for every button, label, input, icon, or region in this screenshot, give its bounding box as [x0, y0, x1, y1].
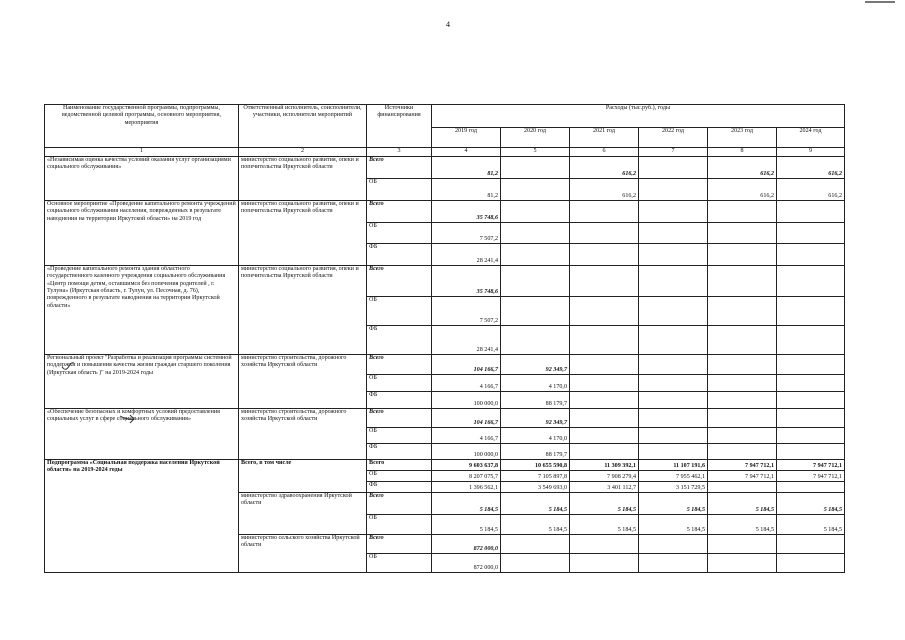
- budget-table: [44, 104, 845, 573]
- subprogram-executor: Всего, в том числе: [239, 460, 367, 493]
- amount-cell: 7 908 279,4: [570, 471, 639, 482]
- amount-cell: 5 184,5: [777, 515, 845, 535]
- amount-cell: [708, 428, 777, 444]
- column-number: 6: [570, 148, 639, 157]
- amount-cell: [708, 554, 777, 573]
- amount-cell: 872 000,0: [432, 535, 501, 554]
- amount-cell: [639, 355, 708, 375]
- amount-cell: 8 207 075,7: [432, 471, 501, 482]
- amount-cell: 616,2: [777, 179, 845, 201]
- amount-cell: [777, 482, 845, 493]
- amount-cell: 7 105 897,8: [501, 471, 570, 482]
- funding-source: Всего: [367, 535, 432, 554]
- amount-cell: 616,2: [708, 179, 777, 201]
- amount-cell: 4 166,7: [432, 428, 501, 444]
- funding-source: Всего: [367, 493, 432, 515]
- amount-cell: 5 184,5: [639, 515, 708, 535]
- amount-cell: 616,2: [708, 157, 777, 179]
- amount-cell: 616,2: [570, 179, 639, 201]
- amount-cell: [777, 554, 845, 573]
- page-corner-mark: [865, 1, 895, 3]
- amount-cell: 35 748,6: [432, 201, 501, 223]
- column-number: 1: [45, 148, 239, 157]
- amount-cell: [639, 266, 708, 297]
- amount-cell: [501, 244, 570, 266]
- amount-cell: 5 184,5: [501, 515, 570, 535]
- amount-cell: 7 507,2: [432, 223, 501, 244]
- amount-cell: 100 000,0: [432, 444, 501, 460]
- column-number: 4: [432, 148, 501, 157]
- amount-cell: [639, 157, 708, 179]
- amount-cell: [501, 266, 570, 297]
- amount-cell: [639, 428, 708, 444]
- amount-cell: [708, 244, 777, 266]
- funding-source: ОБ: [367, 515, 432, 535]
- amount-cell: 100 000,0: [432, 392, 501, 409]
- amount-cell: 7 955 462,1: [639, 471, 708, 482]
- funding-source: ФБ: [367, 326, 432, 355]
- amount-cell: [570, 554, 639, 573]
- amount-cell: 4 170,0: [501, 375, 570, 392]
- amount-cell: 92 349,7: [501, 355, 570, 375]
- amount-cell: [708, 392, 777, 409]
- header-year: 2020 год: [501, 128, 570, 148]
- funding-source: ОБ: [367, 179, 432, 201]
- measure-executor: министерство строительства, дорожного хозяйства Иркутской области: [239, 409, 367, 460]
- header-name-col: Наименование государственной программы, подпрограммы, ведомственной целевой программы, основного мероприятия, мероприятия: [45, 105, 239, 148]
- amount-cell: [570, 409, 639, 428]
- amount-cell: 4 166,7: [432, 375, 501, 392]
- measure-executor: министерство строительства, дорожного хозяйства Иркутской области: [239, 355, 367, 409]
- amount-cell: [777, 266, 845, 297]
- amount-cell: 28 241,4: [432, 326, 501, 355]
- amount-cell: 9 603 637,8: [432, 460, 501, 471]
- amount-cell: 7 947 712,1: [708, 471, 777, 482]
- amount-cell: 4 170,0: [501, 428, 570, 444]
- amount-cell: [639, 244, 708, 266]
- amount-cell: [639, 554, 708, 573]
- amount-cell: 88 179,7: [501, 392, 570, 409]
- header-expenses: Расходы (тыс.руб.), годы: [432, 105, 845, 128]
- handwritten-arrow-mark: [118, 412, 138, 426]
- measure-name: Региональный проект "Разработка и реализация программы системной поддержки и повышения качества жизни граждан старшего поколения (Иркутская область )" на 2019-2024 годы: [45, 355, 239, 409]
- measure-executor: министерство социального развития, опеки и попечительства Иркутской области: [239, 157, 367, 201]
- amount-cell: 7 947 712,1: [777, 460, 845, 471]
- measure-executor: министерство социального развития, опеки и попечительства Иркутской области: [239, 201, 367, 266]
- amount-cell: 10 655 590,8: [501, 460, 570, 471]
- amount-cell: 81,2: [432, 179, 501, 201]
- column-number: 2: [239, 148, 367, 157]
- amount-cell: [501, 223, 570, 244]
- amount-cell: 5 184,5: [432, 493, 501, 515]
- column-number: 3: [367, 148, 432, 157]
- amount-cell: [570, 392, 639, 409]
- amount-cell: [570, 223, 639, 244]
- amount-cell: 3 549 693,0: [501, 482, 570, 493]
- funding-source: Всего: [367, 157, 432, 179]
- amount-cell: [708, 535, 777, 554]
- amount-cell: 5 184,5: [777, 493, 845, 515]
- funding-source: ОБ: [367, 428, 432, 444]
- amount-cell: 28 241,4: [432, 244, 501, 266]
- amount-cell: [777, 355, 845, 375]
- header-year: 2019 год: [432, 128, 501, 148]
- amount-cell: [708, 297, 777, 326]
- funding-source: ОБ: [367, 297, 432, 326]
- funding-source: ОБ: [367, 375, 432, 392]
- amount-cell: 5 184,5: [432, 515, 501, 535]
- amount-cell: [501, 179, 570, 201]
- amount-cell: 5 184,5: [708, 515, 777, 535]
- funding-source: ФБ: [367, 392, 432, 409]
- amount-cell: 3 401 112,7: [570, 482, 639, 493]
- measure-executor: министерство сельского хозяйства Иркутской области: [239, 535, 367, 573]
- amount-cell: [501, 157, 570, 179]
- amount-cell: [777, 392, 845, 409]
- amount-cell: 81,2: [432, 157, 501, 179]
- amount-cell: [639, 179, 708, 201]
- page-number: 4: [446, 20, 450, 29]
- amount-cell: [708, 482, 777, 493]
- amount-cell: [708, 355, 777, 375]
- amount-cell: 35 748,6: [432, 266, 501, 297]
- handwritten-tick-mark: [60, 360, 76, 374]
- amount-cell: [639, 326, 708, 355]
- funding-source: ОБ: [367, 471, 432, 482]
- amount-cell: 872 000,0: [432, 554, 501, 573]
- amount-cell: [777, 244, 845, 266]
- measure-name: Основное мероприятие «Проведение капитального ремонта учреждений социального обслуживания населения, поврежденных в результате наводнения на территории Иркутской области» на 2019 год: [45, 201, 239, 266]
- amount-cell: [708, 375, 777, 392]
- amount-cell: [708, 444, 777, 460]
- funding-source: ФБ: [367, 244, 432, 266]
- amount-cell: [570, 201, 639, 223]
- measure-name: «Обеспечение безопасных и комфортных условий предоставления социальных услуг в сфере социального обслуживания»: [45, 409, 239, 460]
- amount-cell: 616,2: [777, 157, 845, 179]
- funding-source: Всего: [367, 460, 432, 471]
- amount-cell: [639, 392, 708, 409]
- amount-cell: [708, 223, 777, 244]
- amount-cell: [777, 326, 845, 355]
- funding-source: ФБ: [367, 482, 432, 493]
- amount-cell: 88 179,7: [501, 444, 570, 460]
- amount-cell: 5 184,5: [501, 493, 570, 515]
- column-number: 8: [708, 148, 777, 157]
- amount-cell: [777, 201, 845, 223]
- measure-executor: министерство социального развития, опеки и попечительства Иркутской области: [239, 266, 367, 355]
- amount-cell: [639, 535, 708, 554]
- funding-source: ОБ: [367, 223, 432, 244]
- amount-cell: [777, 223, 845, 244]
- amount-cell: [708, 409, 777, 428]
- amount-cell: 7 947 712,1: [708, 460, 777, 471]
- amount-cell: [570, 355, 639, 375]
- amount-cell: [501, 554, 570, 573]
- amount-cell: [570, 444, 639, 460]
- amount-cell: 5 184,5: [708, 493, 777, 515]
- amount-cell: [501, 297, 570, 326]
- funding-source: Всего: [367, 201, 432, 223]
- amount-cell: [708, 201, 777, 223]
- funding-source: Всего: [367, 355, 432, 375]
- amount-cell: [639, 444, 708, 460]
- funding-source: ОБ: [367, 554, 432, 573]
- amount-cell: [777, 444, 845, 460]
- funding-source: ФБ: [367, 444, 432, 460]
- measure-name: «Независимая оценка качества условий оказания услуг организациями социального обслуживания»: [45, 157, 239, 201]
- amount-cell: [570, 244, 639, 266]
- amount-cell: [777, 409, 845, 428]
- measure-executor: министерство здравоохранения Иркутской области: [239, 493, 367, 535]
- subprogram-name: Подпрограмма «Социальная поддержка населения Иркутской области» на 2019-2024 годы: [45, 460, 239, 573]
- amount-cell: [639, 297, 708, 326]
- amount-cell: [639, 223, 708, 244]
- amount-cell: [777, 535, 845, 554]
- funding-source: Всего: [367, 266, 432, 297]
- amount-cell: [639, 375, 708, 392]
- amount-cell: 11 107 191,6: [639, 460, 708, 471]
- column-number: 9: [777, 148, 845, 157]
- amount-cell: [570, 297, 639, 326]
- amount-cell: [777, 375, 845, 392]
- amount-cell: [501, 535, 570, 554]
- amount-cell: 616,2: [570, 157, 639, 179]
- amount-cell: [777, 297, 845, 326]
- amount-cell: [708, 266, 777, 297]
- amount-cell: [570, 428, 639, 444]
- amount-cell: [708, 326, 777, 355]
- amount-cell: 3 151 729,5: [639, 482, 708, 493]
- amount-cell: [501, 201, 570, 223]
- amount-cell: [570, 266, 639, 297]
- amount-cell: 7 507,2: [432, 297, 501, 326]
- amount-cell: 92 349,7: [501, 409, 570, 428]
- amount-cell: 1 396 562,1: [432, 482, 501, 493]
- header-year: 2022 год: [639, 128, 708, 148]
- amount-cell: 7 947 712,1: [777, 471, 845, 482]
- amount-cell: [570, 375, 639, 392]
- amount-cell: [501, 326, 570, 355]
- amount-cell: 104 166,7: [432, 409, 501, 428]
- column-number: 5: [501, 148, 570, 157]
- amount-cell: 11 309 392,1: [570, 460, 639, 471]
- amount-cell: [570, 535, 639, 554]
- amount-cell: [639, 201, 708, 223]
- header-year: 2024 год: [777, 128, 845, 148]
- amount-cell: [639, 409, 708, 428]
- funding-source: Всего: [367, 409, 432, 428]
- header-year: 2021 год: [570, 128, 639, 148]
- amount-cell: 5 184,5: [570, 493, 639, 515]
- amount-cell: [570, 326, 639, 355]
- amount-cell: 104 166,7: [432, 355, 501, 375]
- amount-cell: 5 184,5: [570, 515, 639, 535]
- measure-name: «Проведение капитального ремонта здания областного государственного казенного учреждения социального обслуживания «Центр помощи детям, оставшимся без попечения родителей , г. Тулуна» (Иркутская область, г. Тулун, ул. Песочная, д. 76), поврежденного в результате наводнения на территории Иркутской области»: [45, 266, 239, 355]
- amount-cell: [777, 428, 845, 444]
- header-source-col: Источники финансирования: [367, 105, 432, 148]
- amount-cell: 5 184,5: [639, 493, 708, 515]
- header-year: 2023 год: [708, 128, 777, 148]
- header-executor-col: Ответственный исполнитель, соисполнители, участники, исполнители мероприятий: [239, 105, 367, 148]
- column-number: 7: [639, 148, 708, 157]
